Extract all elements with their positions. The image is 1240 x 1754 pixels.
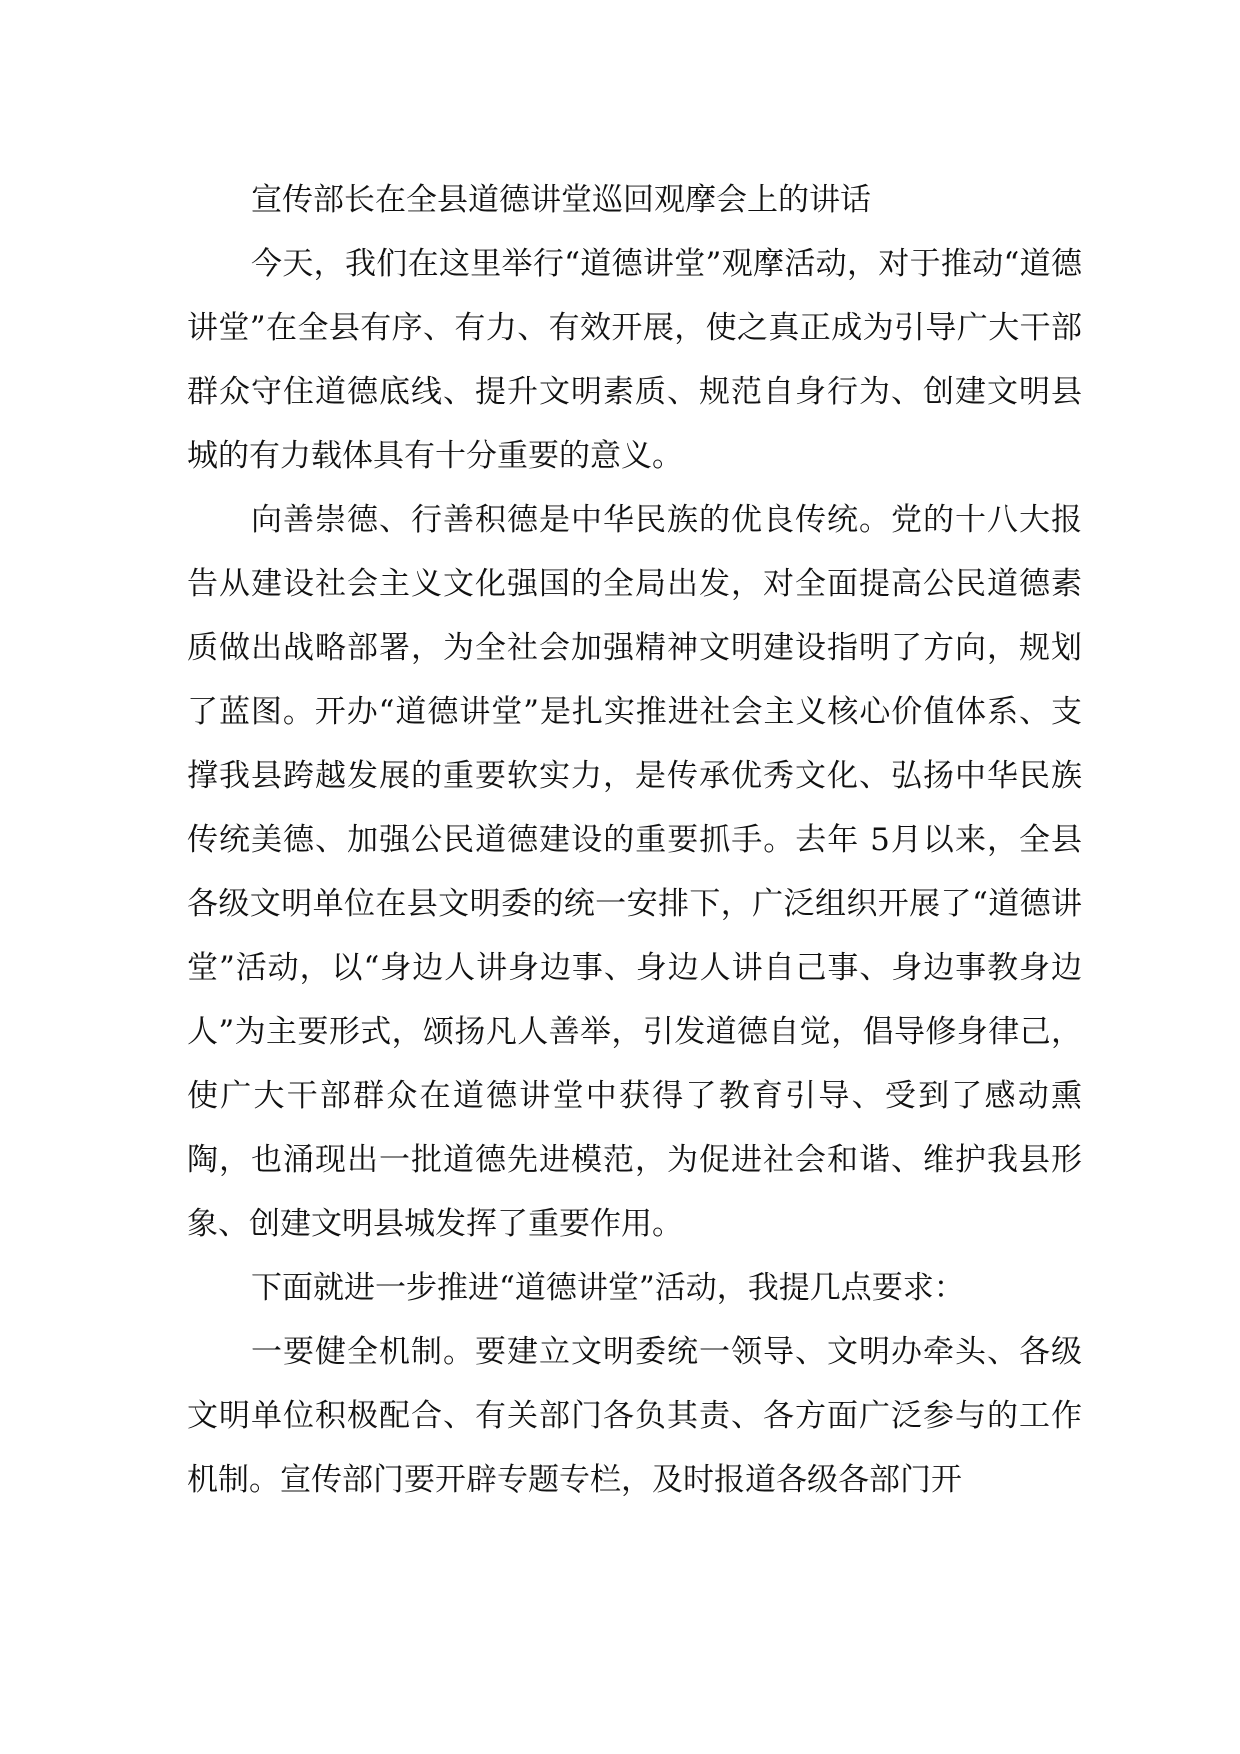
paragraph-opening: 今天，我们在这里举行“道德讲堂”观摩活动，对于推动“道德讲堂”在全县有序、有力、有效开展，使之真正成为引导广大干部群众守住道德底线、提升文明素质、规范自身行为、创建文明县城的有力载体具有十分重要的意义。 (187, 246, 1082, 474)
paragraph-mechanism: 一要健全机制。要建立文明委统一领导、文明办牵头、各级文明单位积极配合、有关部门各负其责、各方面广泛参与的工作机制。宣传部门要开辟专题专栏，及时报道各级各部门开 (187, 1334, 1082, 1498)
document-body (187, 168, 1082, 1512)
document-title: 宣传部长在全县道德讲堂巡回观摩会上的讲话 (251, 182, 871, 218)
paragraph-requirements-intro: 下面就进一步推进“道德讲堂”活动，我提几点要求： (251, 1270, 965, 1306)
paragraph-tradition: 向善崇德、行善积德是中华民族的优良传统。党的十八大报告从建设社会主义文化强国的全局出发，对全面提高公民道德素质做出战略部署，为全社会加强精神文明建设指明了方向，规划了蓝图。开办“道德讲堂”是扎实推进社会主义核心价值体系、支撑我县跨越发展的重要软实力，是传承优秀文化、弘扬中华民族传统美德、加强公民道德建设的重要抓手。去年 5月以来，全县各级文明单位在县文明委的统一安排下，广泛组织开展了“道德讲堂”活动，以“身边人讲身边事、身边人讲自己事、身边事教身边人”为主要形式，颂扬凡人善举，引发道德自觉，倡导修身律己，使广大干部群众在道德讲堂中获得了教育引导、受到了感动熏陶，也涌现出一批道德先进模范，为促进社会和谐、维护我县形象、创建文明县城发挥了重要作用。 (187, 502, 1082, 1242)
